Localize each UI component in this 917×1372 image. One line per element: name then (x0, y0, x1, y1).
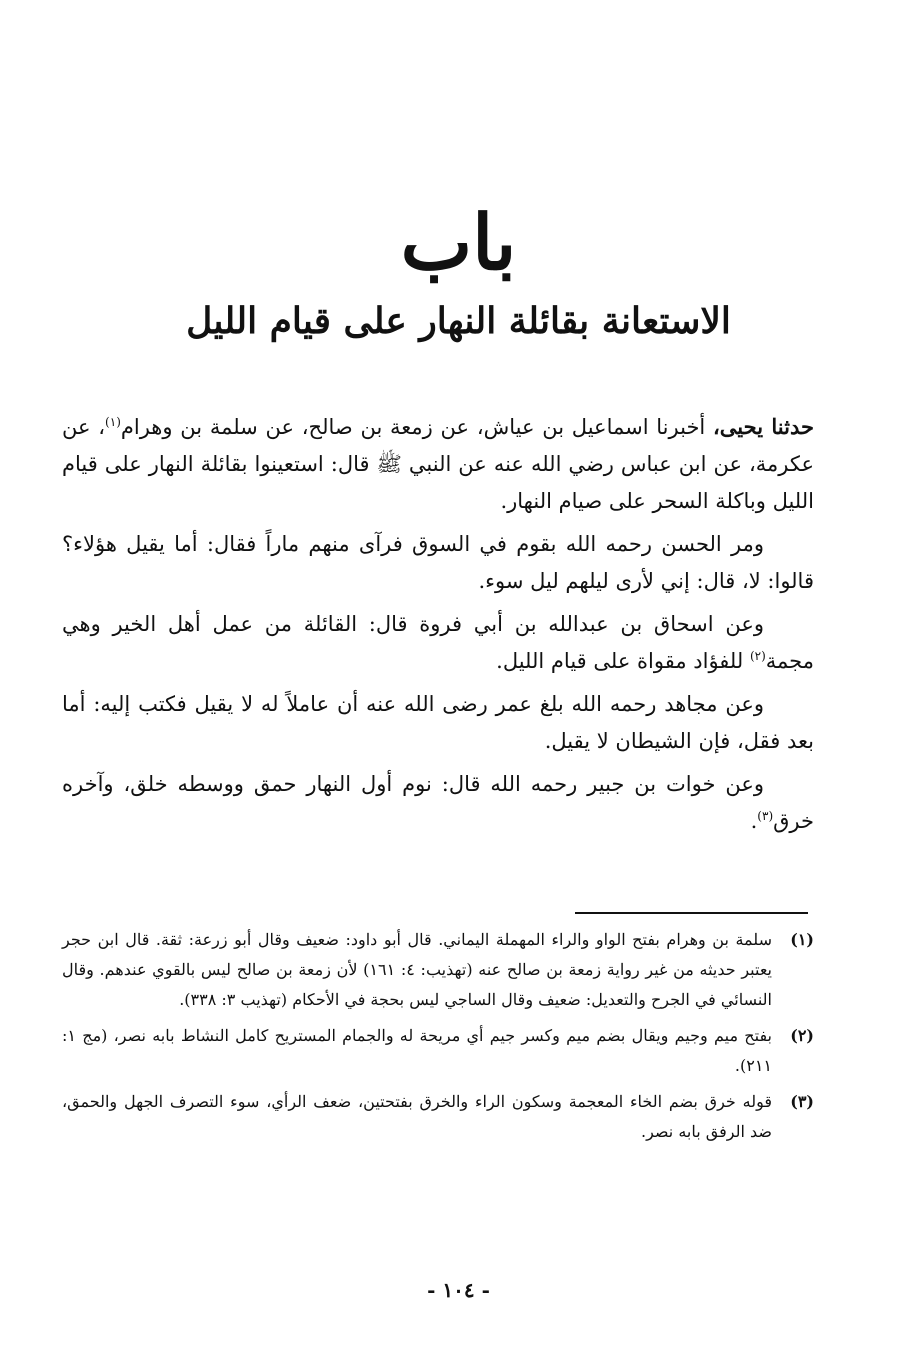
footnote-number: (١) (790, 930, 814, 949)
footnote-number: (٣) (790, 1092, 814, 1111)
chapter-word: باب (400, 198, 517, 287)
paragraph-text: وعن خوات بن جبير رحمه الله قال: نوم أول النهار حمق ووسطه خلق، وآخره خرق (62, 772, 814, 833)
paragraph (62, 408, 814, 520)
page-number: - ١٠٤ - (427, 1278, 490, 1302)
paragraph-text: أخبرنا اسماعيل بن عياش، عن زمعة بن صالح، عن سلمة بن وهرام (120, 415, 714, 439)
footnotes (62, 925, 814, 1153)
paragraph (62, 526, 814, 600)
footnote-text: بفتح ميم وجيم ويقال بضم ميم وكسر جيم أي مريحة له والجمام المستريح كامل النشاط بابه نصر، (مج ١: ٢١١). (62, 1026, 772, 1075)
paragraph-lead: حدثنا يحيى، (713, 414, 814, 439)
paragraph-text: وعن مجاهد رحمه الله بلغ عمر رضى الله عنه أن عاملاً له لا يقيل فكتب إليه: أما بعد فقل، فإن الشيطان لا يقيل. (62, 692, 814, 753)
footnote (62, 1021, 814, 1081)
footnote-number: (٢) (790, 1026, 814, 1045)
footnote-ref: (٣) (757, 809, 774, 823)
main-text (62, 408, 814, 846)
footnote-separator (575, 912, 808, 914)
paragraph (62, 686, 814, 760)
paragraph-text-cont: للفؤاد مقواة على قيام الليل. (496, 649, 750, 673)
footnote (62, 1087, 814, 1147)
footnote-text: قوله خرق بضم الخاء المعجمة وسكون الراء والخرق بفتحتين، ضعف الرأي، سوء التصرف الجهل والحمق، ضد الرفق بابه نصر. (62, 1092, 772, 1141)
paragraph-text: ومر الحسن رحمه الله بقوم في السوق فرآى منهم ماراً فقال: أما يقيل هؤلاء؟ قالوا: لا، قال: إني لأرى ليلهم ليل سوء. (62, 532, 814, 593)
paragraph (62, 766, 814, 840)
footnote-ref: (١) (105, 415, 121, 429)
paragraph-text-cont: ، عن عكرمة، عن ابن عباس رضي الله عنه عن النبي ﷺ قال: استعينوا بقائلة النهار على قيام الليل وباكلة السحر على صيام النهار. (62, 415, 814, 513)
footnote (62, 925, 814, 1015)
paragraph (62, 606, 814, 680)
footnote-ref: (٢) (749, 649, 766, 663)
footnote-text: سلمة بن وهرام بفتح الواو والراء المهملة اليماني. قال أبو داود: ضعيف وقال أبو زرعة: ثقة. قال ابن حجر يعتبر حديثه من غير رواية زمعة بن صالح عنه (تهذيب: ٤: ١٦١) لأن زمعة بن صالح ليس بالقوي عندهم. وقال النسائي في الجرح والتعديل: ضعيف وقال الساجي ليس بحجة في الأحكام (تهذيب ٣: ٣٣٨). (62, 930, 773, 1009)
chapter-title: الاستعانة بقائلة النهار على قيام الليل (186, 300, 731, 342)
paragraph-text: وعن اسحاق بن عبدالله بن أبي فروة قال: القائلة من عمل أهل الخير وهي مجمة (62, 612, 814, 673)
paragraph-text-cont: . (750, 809, 758, 833)
